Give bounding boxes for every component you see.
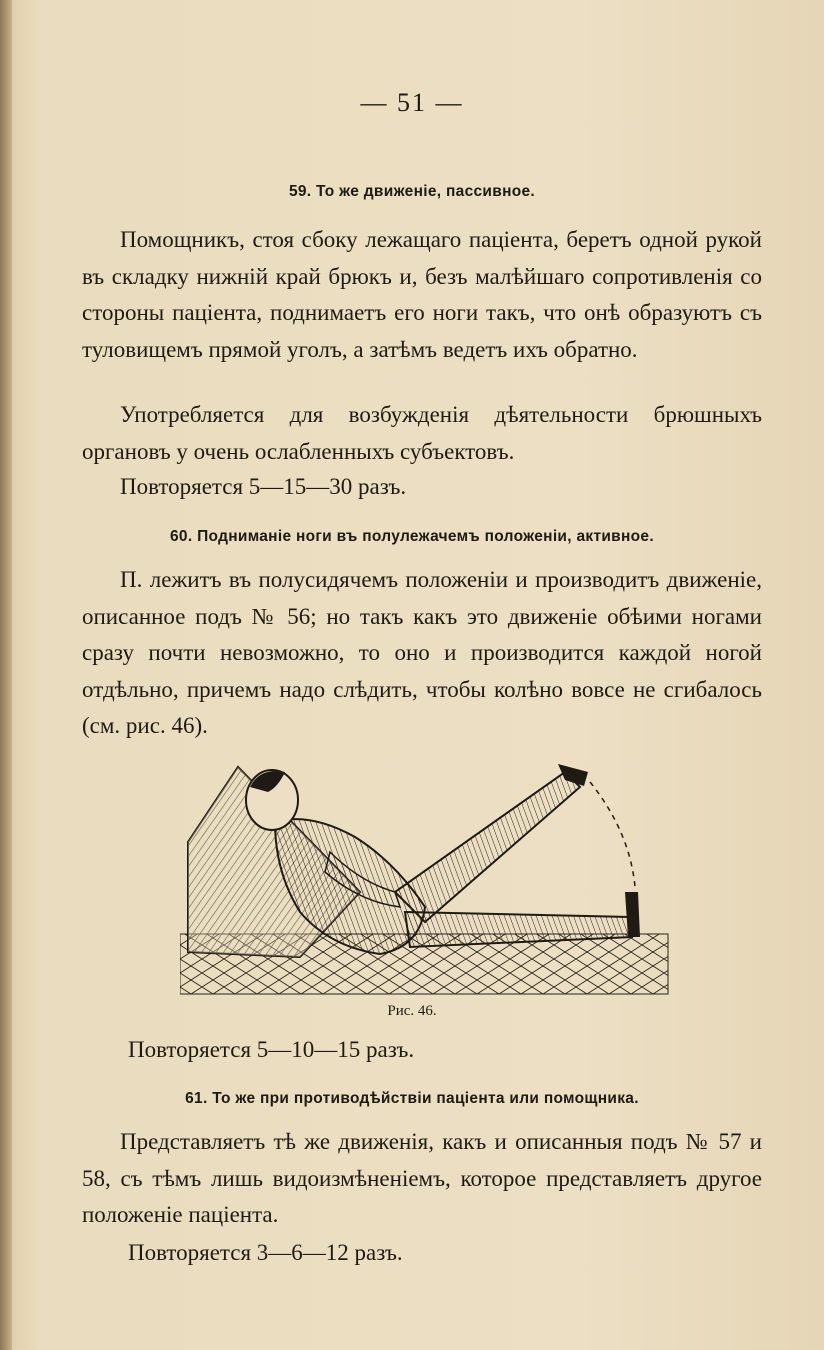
section-61-paragraph-1: Представляетъ тѣ же движенія, какъ и описанныя подъ № 57 и 58, съ тѣмъ лишь видоизмѣненіемъ, которое представляетъ другое положеніе паціента.: [82, 1129, 762, 1227]
figure-46-caption: Рис. 46.: [387, 1003, 437, 1019]
section-59-paragraph-1: Помощникъ, стоя сбоку лежащаго паціента, беретъ одной рукой въ складку нижній край брюкъ и, безъ малѣйшаго сопротивленія со стороны паціента, поднимаетъ его ноги такъ, что онѣ образуютъ съ туловищемъ прямой уголъ, а затѣмъ ведетъ ихъ обратно.: [82, 227, 762, 362]
section-60-repeat: Повторяется 5—10—15 разъ.: [128, 1037, 415, 1062]
page-gutter: [0, 0, 12, 1350]
motion-arc: [590, 782, 635, 887]
section-59-repeat: Повторяется 5—15—30 разъ.: [120, 474, 407, 499]
page-number: — 51 —: [360, 88, 464, 117]
patient-raised-leg: [395, 772, 580, 922]
section-61-repeat: Повторяется 3—6—12 разъ.: [128, 1240, 403, 1265]
figure-46-illustration: [180, 742, 670, 1000]
section-59-paragraph-2: Употребляется для возбужденія дѣятельности брюшныхъ органовъ у очень ослабленныхъ субъектовъ.: [82, 402, 762, 464]
section-60-heading: 60. Подниманіе ноги въ полулежачемъ положеніи, активное.: [170, 528, 654, 545]
section-60-paragraph-1: П. лежитъ въ полусидячемъ положеніи и производитъ движеніе, описанное подъ № 56; но такъ какъ это движеніе обѣими ногами сразу почти невозможно, то оно и производится каждой ногой отдѣльно, причемъ надо слѣдить, чтобы колѣно вовсе не сгибалось (см. рис. 46).: [82, 567, 762, 738]
section-59-heading: 59. То же движеніе, пассивное.: [288, 183, 536, 200]
section-61-heading: 61. То же при противодѣйствіи паціента или помощника.: [185, 1090, 639, 1107]
